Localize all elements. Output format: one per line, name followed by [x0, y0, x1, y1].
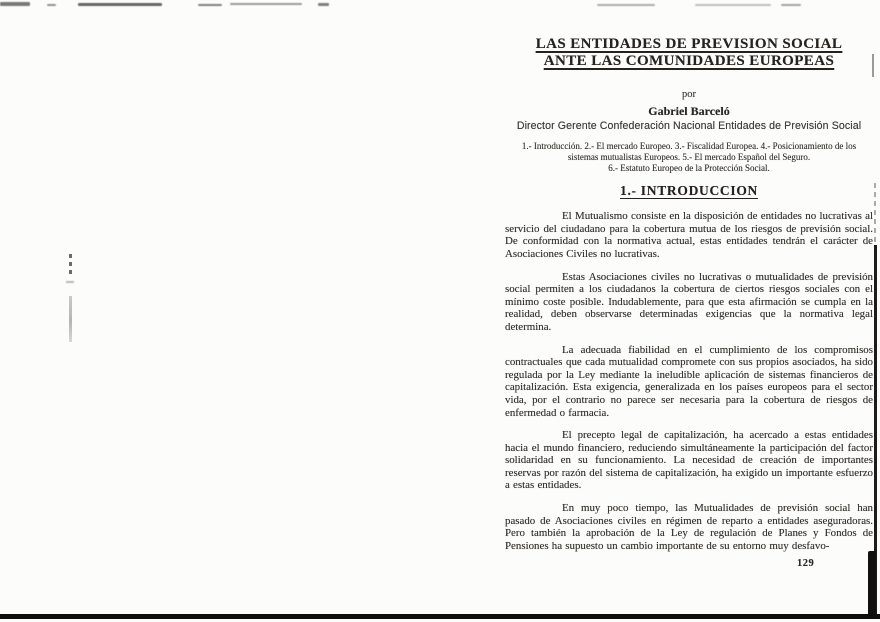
body-paragraph: La adecuada fiabilidad en el cumplimiento de los compromisos contractuales que cada mutualidad compromete con sus propios asociados, ha sido regulada por la Ley mediante la ineludible aplicación de sistemas financieros de capitalización. Esta exigencia, generalizada en los países europeos para el sector vida, por el contrario no parece ser necesaria para la cobertura de riesgos de enfermedad o farmacia.	[505, 343, 873, 419]
byline: por	[682, 89, 696, 100]
body-paragraph: El precepto legal de capitalización, ha acercado a estas entidades hacia el mundo financiero, reduciendo simultáneamente la participación del factor solidaridad en su funcionamiento. La necesidad de creación de importantes reservas por razón del sistema de capitalización, ha exigido un importante esfuerzo a estas entidades.	[505, 429, 873, 492]
section-heading: 1.- INTRODUCCION	[620, 183, 758, 198]
page-title	[505, 36, 873, 70]
scan-artifact-top-edge	[47, 4, 56, 6]
scan-artifact-top-edge	[78, 3, 162, 6]
text-column	[505, 36, 873, 562]
body-paragraph: En muy poco tiempo, las Mutualidades de previsión social han pasado de Asociaciones civiles en régimen de reparto a entidades aseguradoras. Pero también la aprobación de la Ley de regulación de Planes y Fondos de Pensiones ha supuesto un cambio importante de su entorno muy desfavo-	[505, 502, 873, 552]
scan-artifact-fold-line	[66, 281, 74, 283]
scan-artifact-bottom-edge	[0, 614, 880, 619]
scan-artifact-top-edge	[230, 3, 302, 5]
author-role: Director Gerente Confederación Nacional Entidades de Previsión Social	[516, 120, 862, 132]
scan-artifact-fold-line	[69, 296, 72, 342]
scan-artifact-top-edge	[597, 4, 655, 6]
table-of-contents	[505, 141, 873, 174]
scan-artifact-top-edge	[781, 4, 801, 6]
body-text	[505, 210, 873, 552]
body-paragraph: Estas Asociaciones civiles no lucrativas o mutualidades de previsión social permiten a los ciudadanos la cobertura de ciertos riesgos sociales con el mínimo coste posible. Indudablemente, para que esta afirmación se cumpla en la realidad, deben observarse determinadas exigencias que la normativa legal determina.	[505, 270, 873, 333]
toc-line: sistemas mutualistas Europeos. 5.- El mercado Español del Seguro.	[567, 152, 811, 162]
scan-artifact-top-edge	[318, 3, 329, 6]
scan-artifact-top-edge	[198, 4, 222, 6]
scan-artifact-fold-line	[69, 254, 72, 278]
body-paragraph: El Mutualismo consiste en la disposición de entidades no lucrativas al servicio del ciudadano para la cobertura mutua de los riesgos de previsión social. De conformidad con la normativa actual, estas entidades tendrán el carácter de Asociaciones Civiles no lucrativas.	[505, 210, 873, 260]
author-name: Gabriel Barceló	[648, 104, 730, 118]
page-number: 129	[797, 558, 815, 569]
scan-artifact-top-edge	[0, 2, 30, 6]
scan-artifact-page-edge	[874, 183, 876, 247]
toc-line: 1.- Introducción. 2.- El mercado Europeo. 3.- Fiscalidad Europea. 4.- Posicionamiento de los	[521, 141, 857, 151]
toc-line: 6.- Estatuto Europeo de la Protección Social.	[608, 163, 770, 173]
scan-artifact-page-edge	[874, 245, 877, 617]
page-title-line-2: ANTE LAS COMUNIDADES EUROPEAS	[543, 53, 835, 69]
page-title-line-1: LAS ENTIDADES DE PREVISION SOCIAL	[535, 36, 843, 52]
scan-artifact-top-edge	[695, 4, 771, 6]
